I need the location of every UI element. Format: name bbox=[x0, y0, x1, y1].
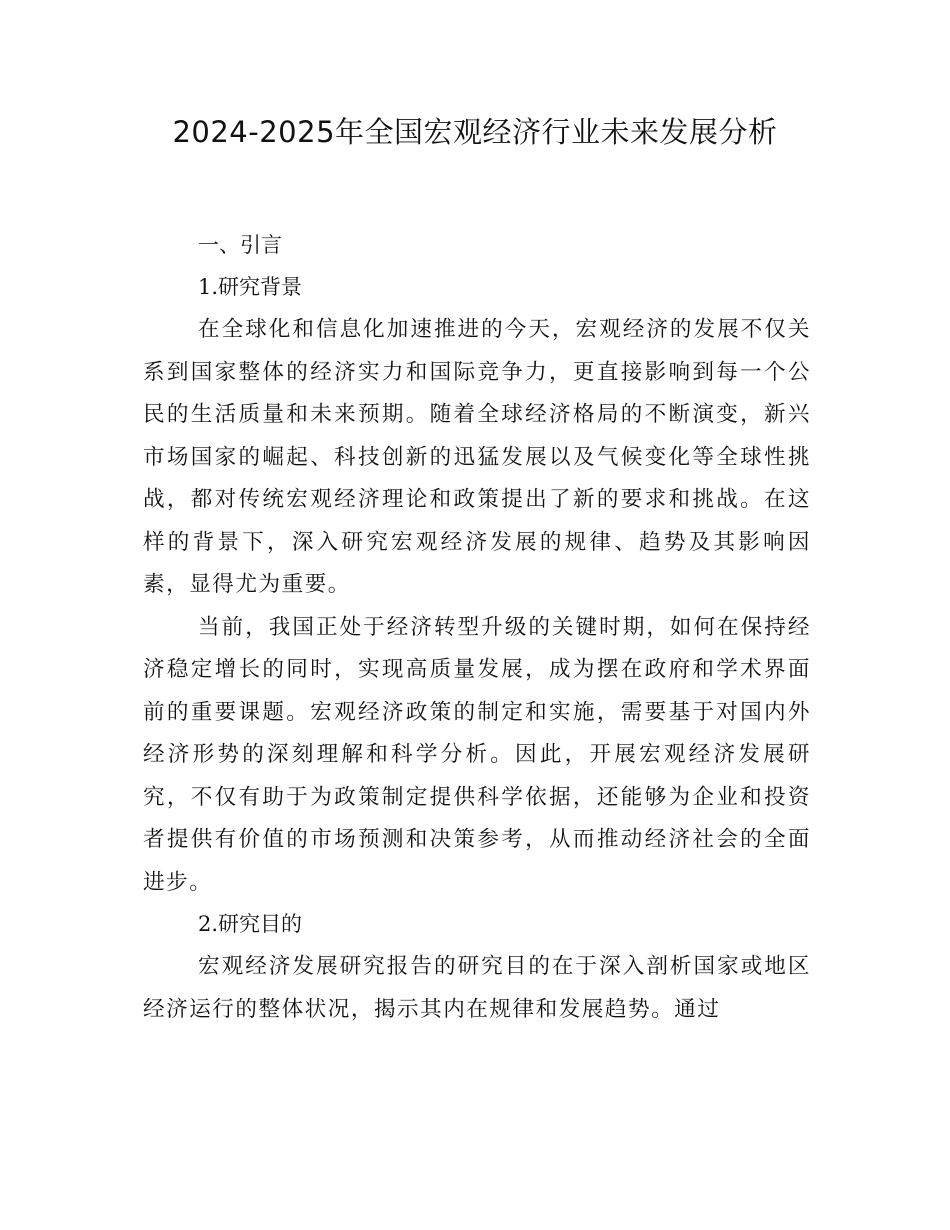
subsection-heading-research-background: 1.研究背景 bbox=[198, 275, 303, 299]
paragraph-purpose-1: 宏观经济发展研究报告的研究目的在于深入剖析国家或地区经济运行的整体状况，揭示其内在规律和发展趋势。通过 bbox=[143, 954, 811, 1022]
document-title: 2024-2025年全国宏观经济行业未来发展分析 bbox=[172, 115, 778, 149]
section-heading-introduction: 一、引言 bbox=[198, 233, 282, 257]
subsection-heading-research-purpose: 2.研究目的 bbox=[198, 912, 303, 936]
paragraph-background-1: 在全球化和信息化加速推进的今天，宏观经济的发展不仅关系到国家整体的经济实力和国际竞争力，更直接影响到每一个公民的生活质量和未来预期。随着全球经济格局的不断演变，新兴市场国家的崛起、科技创新的迅猛发展以及气候变化等全球性挑战，都对传统宏观经济理论和政策提出了新的要求和挑战。在这样的背景下，深入研究宏观经济发展的规律、趋势及其影响因素，显得尤为重要。 bbox=[143, 317, 811, 597]
paragraph-background-2: 当前，我国正处于经济转型升级的关键时期，如何在保持经济稳定增长的同时，实现高质量发展，成为摆在政府和学术界面前的重要课题。宏观经济政策的制定和实施，需要基于对国内外经济形势的深刻理解和科学分析。因此，开展宏观经济发展研究，不仅有助于为政策制定提供科学依据，还能够为企业和投资者提供有价值的市场预测和决策参考，从而推动经济社会的全面进步。 bbox=[143, 614, 811, 895]
document-body bbox=[143, 225, 811, 1031]
